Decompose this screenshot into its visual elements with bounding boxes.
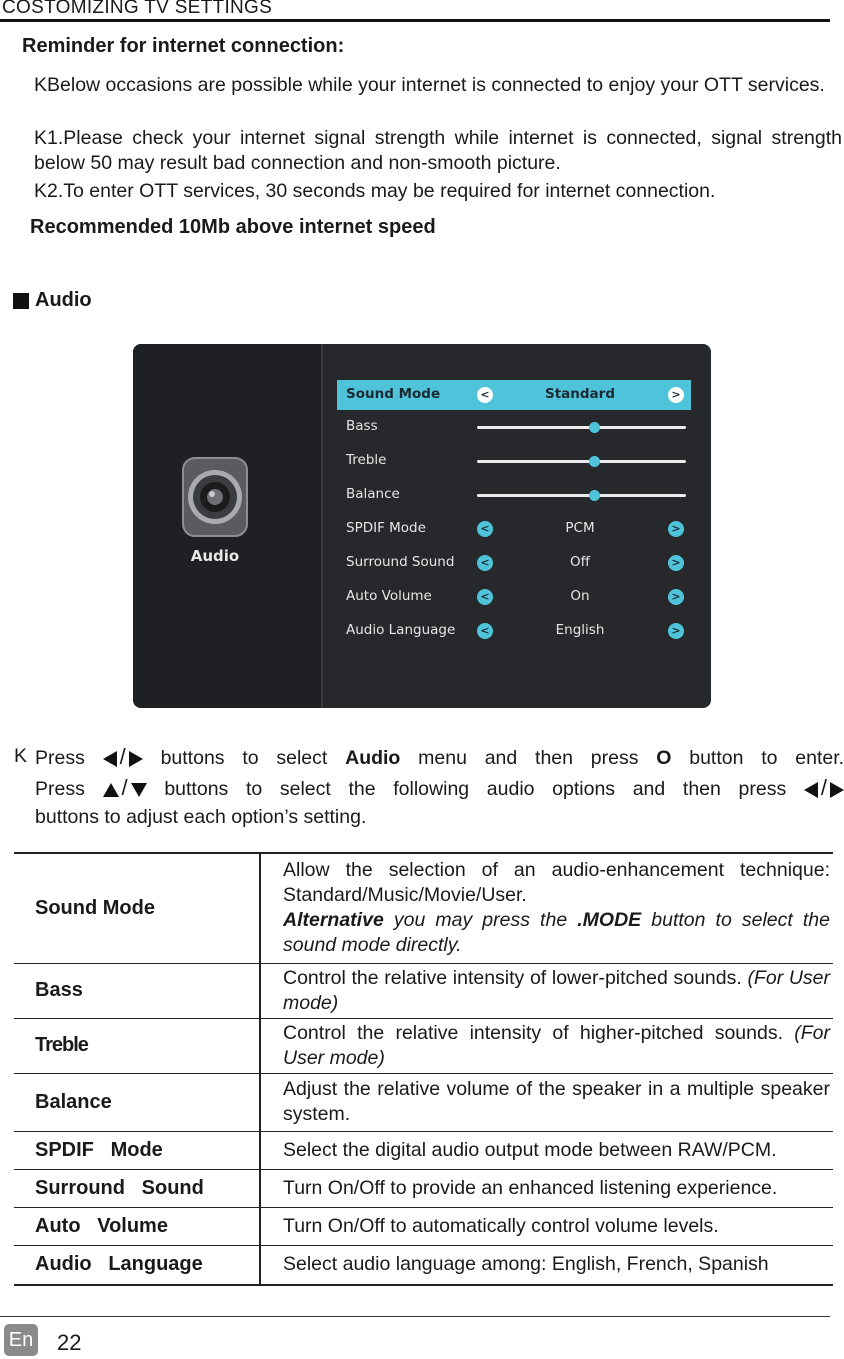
chevron-right-icon[interactable]: > <box>668 589 684 605</box>
left-arrow-icon <box>103 751 117 767</box>
option-name: Sound Mode <box>14 853 260 963</box>
instruction-text: Press <box>35 778 85 800</box>
menu-row-surround-sound[interactable] <box>337 548 691 578</box>
instruction-line-2 <box>14 773 844 804</box>
chevron-left-icon[interactable]: < <box>477 589 493 605</box>
menu-row-sound-mode[interactable] <box>337 380 691 410</box>
treble-slider[interactable] <box>477 460 686 463</box>
menu-row-label: SPDIF Mode <box>346 520 426 536</box>
right-arrow-icon <box>830 782 844 798</box>
instruction-line-1 <box>14 742 844 773</box>
chevron-right-icon[interactable]: > <box>668 555 684 571</box>
option-description: Adjust the relative volume of the speaker in a multiple speaker system. <box>260 1073 833 1131</box>
bass-slider[interactable] <box>477 426 686 429</box>
option-desc-text: Control the relative intensity of higher-pitched sounds. <box>283 1021 783 1044</box>
menu-row-spdif-mode[interactable] <box>337 514 691 544</box>
option-desc-text: Control the relative intensity of lower-pitched sounds. <box>283 966 742 989</box>
instruction-text: Press <box>35 747 85 769</box>
instruction-text: buttons to adjust each option’s setting. <box>35 806 367 828</box>
slider-knob[interactable] <box>589 456 600 467</box>
slider-knob[interactable] <box>589 490 600 501</box>
chevron-left-icon[interactable]: < <box>477 387 493 403</box>
audio-keyword: Audio <box>345 747 401 769</box>
table-row <box>14 1018 833 1073</box>
table-row <box>14 1207 833 1245</box>
table-row <box>14 1245 833 1285</box>
option-description <box>260 963 833 1018</box>
up-arrow-icon <box>103 783 119 797</box>
slider-knob[interactable] <box>589 422 600 433</box>
instructions <box>14 742 844 830</box>
tv-audio-menu <box>133 344 711 708</box>
option-description: Turn On/Off to provide an enhanced listening experience. <box>260 1169 833 1207</box>
footer-rule <box>0 1316 830 1317</box>
table-row <box>14 1073 833 1131</box>
left-arrow-icon <box>804 782 818 798</box>
option-name: Surround Sound <box>14 1169 260 1207</box>
option-name: Auto Volume <box>14 1207 260 1245</box>
menu-row-treble[interactable] <box>337 446 691 476</box>
option-description <box>260 853 833 963</box>
table-row <box>14 1169 833 1207</box>
instruction-line-3 <box>14 804 844 830</box>
menu-row-label: Balance <box>346 486 400 502</box>
page-number: 22 <box>57 1330 82 1355</box>
chevron-left-icon[interactable]: < <box>477 555 493 571</box>
mode-key-label: .MODE <box>577 909 642 932</box>
slash-separator: / <box>820 775 828 800</box>
option-desc-text: Allow the selection of an audio-enhancement technique: Standard/Music/Movie/User. <box>283 859 830 907</box>
chevron-right-icon[interactable]: > <box>668 521 684 537</box>
page-header-title: COSTOMIZING TV SETTINGS <box>2 0 273 18</box>
option-description: Select the digital audio output mode between RAW/PCM. <box>260 1131 833 1169</box>
menu-row-label: Treble <box>346 452 387 468</box>
option-description <box>260 1018 833 1073</box>
option-description: Turn On/Off to automatically control volume levels. <box>260 1207 833 1245</box>
reminder-paragraph-3: K2.To enter OTT services, 30 seconds may be required for internet connection. <box>34 180 716 202</box>
option-name: Bass <box>14 963 260 1018</box>
language-badge: En <box>4 1324 38 1356</box>
tv-menu-left-label: Audio <box>190 547 240 565</box>
table-row <box>14 1131 833 1169</box>
menu-row-value: Off <box>570 554 590 570</box>
chevron-left-icon[interactable]: < <box>477 623 493 639</box>
menu-row-label: Sound Mode <box>346 386 441 402</box>
speaker-icon <box>179 456 251 538</box>
audio-options-table <box>14 852 833 1286</box>
menu-row-value: PCM <box>565 520 595 536</box>
menu-row-balance[interactable] <box>337 480 691 510</box>
menu-row-value: English <box>555 622 605 638</box>
menu-row-auto-volume[interactable] <box>337 582 691 612</box>
square-bullet-icon <box>13 293 29 309</box>
alternative-text: button to select the sound mode directly. <box>283 909 830 957</box>
audio-heading-text: Audio <box>35 289 92 311</box>
alternative-label: Alternative <box>283 909 384 932</box>
menu-row-audio-language[interactable] <box>337 616 691 646</box>
tv-menu-left-panel <box>133 344 323 708</box>
chevron-left-icon[interactable]: < <box>477 521 493 537</box>
header-rule <box>0 19 830 22</box>
instruction-text: buttons to select the following audio options and then press <box>164 778 787 800</box>
option-name: Treble <box>14 1018 260 1073</box>
instruction-bullet: K <box>14 745 28 767</box>
menu-row-value: Standard <box>545 386 615 402</box>
instruction-text: buttons to select <box>160 747 328 769</box>
option-note: (For User mode) <box>283 966 830 1014</box>
option-name: Balance <box>14 1073 260 1131</box>
alternative-text: you may press the <box>393 909 568 932</box>
audio-section-heading <box>13 289 92 312</box>
instruction-text: menu and then press <box>418 747 639 769</box>
menu-row-label: Audio Language <box>346 622 456 638</box>
option-name: Audio Language <box>14 1245 260 1285</box>
menu-row-label: Bass <box>346 418 378 434</box>
reminder-paragraph-2: K1.Please check your internet signal strength while internet is connected, signal strength below 50 may result bad connection and non-smooth picture. <box>34 127 842 174</box>
slash-separator: / <box>119 744 126 769</box>
menu-row-label: Surround Sound <box>346 554 455 570</box>
menu-row-label: Auto Volume <box>346 588 432 604</box>
table-row <box>14 963 833 1018</box>
table-row <box>14 853 833 963</box>
option-note: (For User mode) <box>283 1021 830 1069</box>
right-arrow-icon <box>129 751 143 767</box>
instruction-text: button to enter. <box>689 747 844 769</box>
reminder-title: Reminder for internet connection: <box>22 35 345 57</box>
option-description: Select audio language among: English, French, Spanish <box>260 1245 833 1285</box>
ok-key-label: O <box>656 747 672 769</box>
option-name: SPDIF Mode <box>14 1131 260 1169</box>
menu-row-bass[interactable] <box>337 412 691 442</box>
slash-separator: / <box>121 775 128 800</box>
chevron-right-icon[interactable]: > <box>668 387 684 403</box>
reminder-paragraph-1: KBelow occasions are possible while your internet is connected to enjoy your OTT services. <box>34 74 825 96</box>
menu-row-value: On <box>570 588 590 604</box>
recommended-speed-note: Recommended 10Mb above internet speed <box>30 216 436 238</box>
down-arrow-icon <box>131 783 147 797</box>
chevron-right-icon[interactable]: > <box>668 623 684 639</box>
balance-slider[interactable] <box>477 494 686 497</box>
